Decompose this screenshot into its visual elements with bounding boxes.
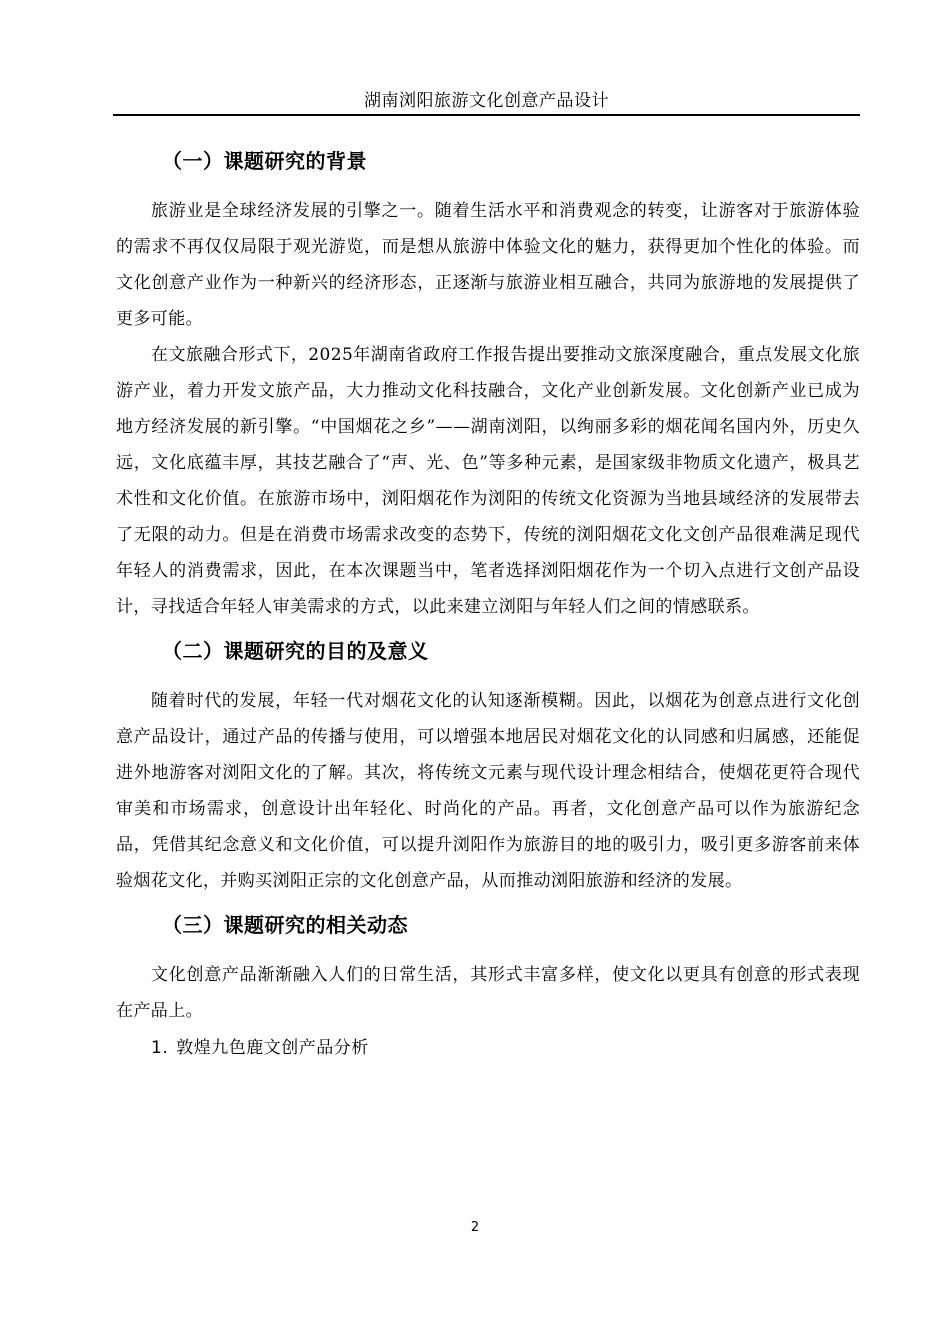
sub-item-dunhuang (116, 1031, 860, 1065)
paragraph-background-1: 旅游业是全球经济发展的引擎之一。随着生活水平和消费观念的转变，让游客对于旅游体验的需求不再仅仅局限于观光游览，而是想从旅游中体验文化的魅力，获得更加个性化的体验。而文化创意产业作为一种新兴的经济形态，正逐渐与旅游业相互融合，共同为旅游地的发展提供了更多可能。 (116, 201, 860, 329)
running-header-title: 湖南浏阳旅游文化创意产品设计 (364, 91, 609, 111)
section-heading-background: （一）课题研究的背景 (162, 149, 367, 173)
header-rule (113, 114, 860, 116)
page-number: 2 (470, 1220, 480, 1235)
sub-item-number: 1. (151, 1038, 169, 1058)
section-heading-purpose: （二）课题研究的目的及意义 (162, 639, 429, 663)
paragraph-purpose-1: 随着时代的发展，年轻一代对烟花文化的认知逐渐模糊。因此，以烟花为创意点进行文化创意产品设计，通过产品的传播与使用，可以增强本地居民对烟花文化的认同感和归属感，还能促进外地游客对浏阳文化的了解。其次，将传统文元素与现代设计理念相结合，使烟花更符合现代审美和市场需求，创意设计出年轻化、时尚化的产品。再者，文化创意产品可以作为旅游纪念品，凭借其纪念意义和文化价值，可以提升浏阳作为旅游目的地的吸引力，吸引更多游客前来体验烟花文化，并购买浏阳正宗的文化创意产品，从而推动浏阳旅游和经济的发展。 (116, 691, 860, 891)
paragraph-background-2: 在文旅融合形式下，2025年湖南省政府工作报告提出要推动文旅深度融合，重点发展文化旅游产业，着力开发文旅产品，大力推动文化科技融合，文化产业创新发展。文化创新产业已成为地方经济发展的新引擎。“中国烟花之乡”——湖南浏阳，以绚丽多彩的烟花闻名国内外，历史久远，文化底蕴丰厚，其技艺融合了“声、光、色”等多种元素，是国家级非物质文化遗产，极具艺术性和文化价值。在旅游市场中，浏阳烟花作为浏阳的传统文化资源为当地县域经济的发展带去了无限的动力。但是在消费市场需求改变的态势下，传统的浏阳烟花文化文创产品很难满足现代年轻人的消费需求，因此，在本次课题当中，笔者选择浏阳烟花作为一个切入点进行文创产品设计，寻找适合年轻人审美需求的方式，以此来建立浏阳与年轻人们之间的情感联系。 (116, 345, 860, 617)
paragraph-trends-1: 文化创意产品渐渐融入人们的日常生活，其形式丰富多样，使文化以更具有创意的形式表现在产品上。 (116, 965, 860, 1021)
section-heading-trends: （三）课题研究的相关动态 (162, 913, 408, 937)
document-body (116, 144, 860, 1065)
sub-item-label: 敦煌九色鹿文创产品分析 (176, 1038, 369, 1058)
